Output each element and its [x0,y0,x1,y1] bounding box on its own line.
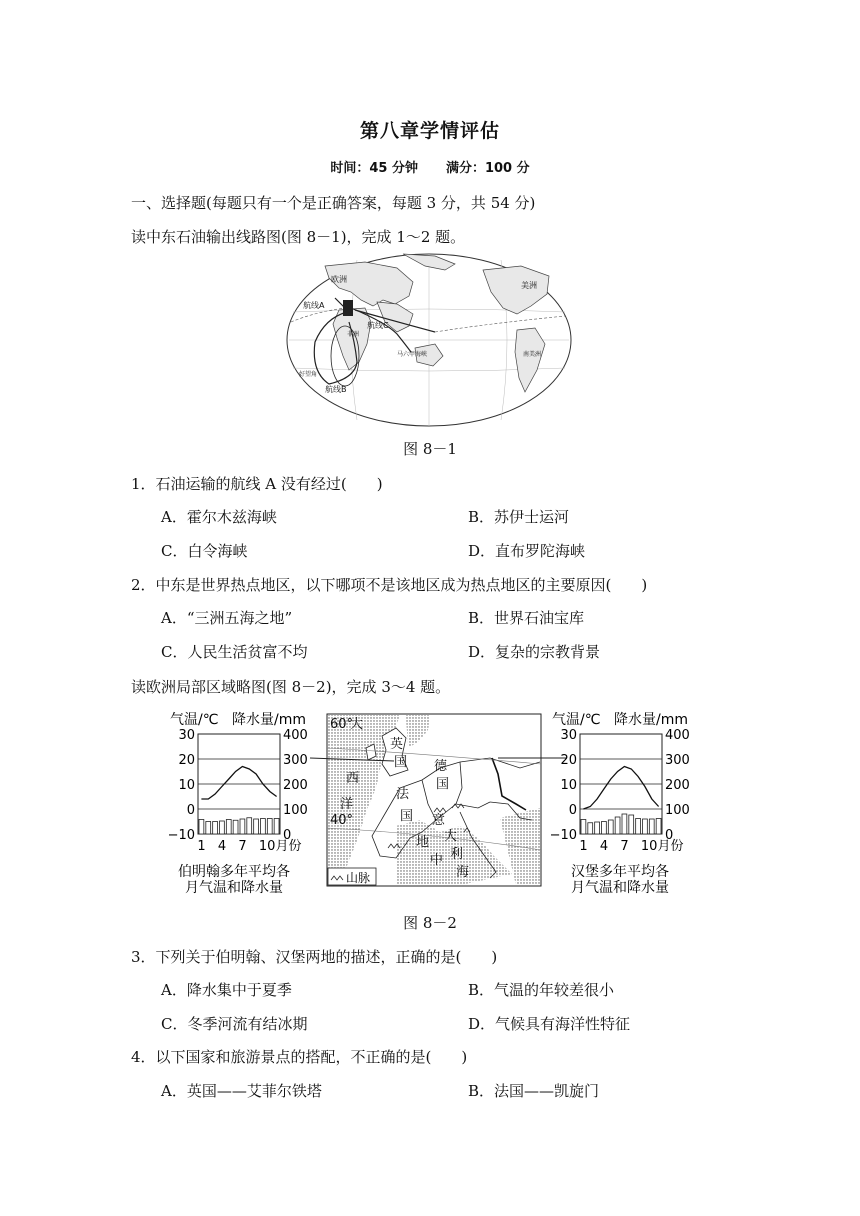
q3-option-c[interactable]: C．冬季河流有结冰期 [161,1015,308,1033]
malacca-label: 马六甲海峡 [397,351,428,358]
good-hope-label: 好望角 [299,371,318,378]
birmingham-month-tick: 1 [197,839,206,854]
birmingham-precip-bar [213,822,218,835]
hamburg-precip-bar [649,819,654,834]
section-heading: 一、选择题(每题只有一个是正确答案，每题 3 分，共 54 分) [131,194,536,212]
intro-fig2: 读欧洲局部区域略图(图 8－2)，完成 3～4 题。 [131,678,451,696]
birmingham-precip-bar [274,819,279,835]
hamburg-precip-tick: 400 [665,728,690,743]
birmingham-temp-tick: 10 [178,778,195,793]
birmingham-month-tick: 7 [238,839,247,854]
hamburg-precip-tick: 200 [665,778,690,793]
birmingham-precip-bar [220,821,225,834]
hamburg-month-tick: 7 [620,839,629,854]
hamburg-precip-tick: 100 [665,803,690,818]
hamburg-precip-bar [636,819,641,835]
france-label-2: 国 [400,809,414,824]
page-title: 第八章学情评估 [359,120,500,142]
hamburg-precip-tick: 300 [665,753,690,768]
hamburg-climate-chart [550,711,690,896]
hamburg-month-tick: 1 [579,839,588,854]
hamburg-temperature-line [583,767,658,810]
birmingham-temperature-line [201,767,276,800]
birmingham-precip-tick: 200 [283,778,308,793]
hamburg-precip-bar [643,819,648,834]
germany-label-1: 德 [434,759,448,774]
birmingham-month-tick: 10月份 [258,839,302,854]
birmingham-temp-tick: −10 [167,828,195,843]
atlantic-label-1: 大 [350,717,364,732]
hamburg-precip-bar [622,814,627,834]
q2-option-c[interactable]: C．人民生活贫富不均 [161,643,308,661]
uk-label-2: 国 [394,755,408,770]
left-temp-axis-label: 气温/℃ [170,712,219,728]
europe-figure [160,708,700,898]
med-label-3: 海 [456,865,470,880]
q4-option-a[interactable]: A．英国——艾菲尔铁塔 [161,1082,322,1100]
africa-label: 非洲 [347,331,360,338]
birmingham-precip-bar [240,819,245,834]
q1-stem: 1．石油运输的航线 A 没有经过( ) [131,475,383,493]
hamburg-temp-tick: 20 [560,753,577,768]
q2-option-a[interactable]: A．“三洲五海之地” [161,609,293,627]
left-chart-title-2: 月气温和降水量 [185,880,283,896]
france-label-1: 法 [396,787,410,802]
q4-stem: 4．以下国家和旅游景点的搭配，不正确的是( ) [131,1048,468,1066]
q1-option-a[interactable]: A．霍尔木兹海峡 [161,508,277,526]
birmingham-month-tick: 4 [217,839,227,854]
birmingham-precip-bar [233,820,238,834]
birmingham-precip-tick: 100 [283,803,308,818]
birmingham-precip-bar [267,819,272,835]
hamburg-precip-bar [608,820,613,834]
atlantic-label-2: 西 [346,771,360,786]
mountain-legend-label: 山脉 [346,871,371,885]
right-temp-axis-label: 气温/℃ [552,712,601,728]
route-a-label: 航线A [303,301,325,310]
intro-fig1: 读中东石油输出线路图(图 8－1)，完成 1～2 题。 [131,228,466,246]
birmingham-temp-tick: 20 [178,753,195,768]
birmingham-precip-tick: 400 [283,728,308,743]
time-limit: 时间：45 分钟 [330,161,418,176]
left-chart-title-1: 伯明翰多年平均各 [178,864,290,880]
med-label-2: 中 [430,853,444,868]
hamburg-temp-tick: 10 [560,778,577,793]
lat-60-label: 60° [330,717,354,732]
med-label-1: 地 [416,835,430,850]
europe-map [327,714,541,886]
south-america-label: 南美洲 [523,351,542,358]
america-label: 美洲 [521,281,537,290]
exam-meta [0,157,860,176]
q3-stem: 3．下列关于伯明翰、汉堡两地的描述，正确的是( ) [131,948,498,966]
hamburg-temp-tick: −10 [549,828,577,843]
birmingham-precip-tick: 300 [283,753,308,768]
hamburg-precip-bar [656,819,661,835]
q2-option-d[interactable]: D．复杂的宗教背景 [468,643,601,661]
hamburg-month-tick: 10月份 [640,839,684,854]
birmingham-precip-bar [247,818,252,834]
birmingham-climate-chart [168,711,308,896]
left-precip-axis-label: 降水量/mm [232,712,306,728]
route-c-label: 航线C [367,321,389,330]
italy-label-2: 大 [444,829,458,844]
fig2-caption: 图 8－2 [403,914,457,932]
q2-stem: 2．中东是世界热点地区，以下哪项不是该地区成为热点地区的主要原因( ) [131,576,648,594]
route-b-label: 航线B [325,385,347,394]
hamburg-temp-tick: 0 [568,803,577,818]
hamburg-temp-tick: 30 [560,728,577,743]
birmingham-temp-tick: 0 [186,803,195,818]
birmingham-precip-bar [254,819,259,834]
birmingham-precip-bar [261,819,266,835]
birmingham-precip-tick: 0 [283,828,292,843]
right-chart-title-2: 月气温和降水量 [571,880,669,896]
q1-option-c[interactable]: C．白令海峡 [161,542,248,560]
q3-option-d[interactable]: D．气候具有海洋性特征 [468,1015,631,1033]
hamburg-precip-bar [602,822,607,835]
italy-label-3: 利 [450,847,464,862]
lat-40-label: 40° [330,813,354,828]
birmingham-precip-bar [199,820,204,835]
hamburg-precip-tick: 0 [665,828,674,843]
hamburg-precip-bar [629,815,634,834]
birmingham-precip-bar [226,820,231,835]
q1-option-b[interactable]: B．苏伊士运河 [468,508,570,526]
q1-option-d[interactable]: D．直布罗陀海峡 [468,542,586,560]
hamburg-precip-bar [581,820,586,835]
hamburg-month-tick: 4 [599,839,609,854]
oil-route-map [285,252,573,428]
full-score: 满分：100 分 [445,161,530,176]
europe-label: 欧洲 [331,275,347,284]
q3-option-b[interactable]: B．气温的年较差很小 [468,981,615,999]
germany-label-2: 国 [436,777,450,792]
q4-option-b[interactable]: B．法国——凯旋门 [468,1082,600,1100]
right-chart-title-1: 汉堡多年平均各 [571,864,669,880]
q3-option-a[interactable]: A．降水集中于夏季 [161,981,292,999]
birmingham-temp-tick: 30 [178,728,195,743]
q2-option-b[interactable]: B．世界石油宝库 [468,609,585,627]
hamburg-precip-bar [595,822,600,834]
hamburg-precip-bar [588,823,593,834]
right-precip-axis-label: 降水量/mm [614,712,688,728]
italy-label-1: 意 [432,813,446,828]
hamburg-precip-bar [615,817,620,834]
birmingham-precip-bar [206,822,211,835]
fig1-caption: 图 8－1 [403,440,457,458]
uk-label-1: 英 [390,737,404,752]
atlantic-label-3: 洋 [340,797,354,812]
